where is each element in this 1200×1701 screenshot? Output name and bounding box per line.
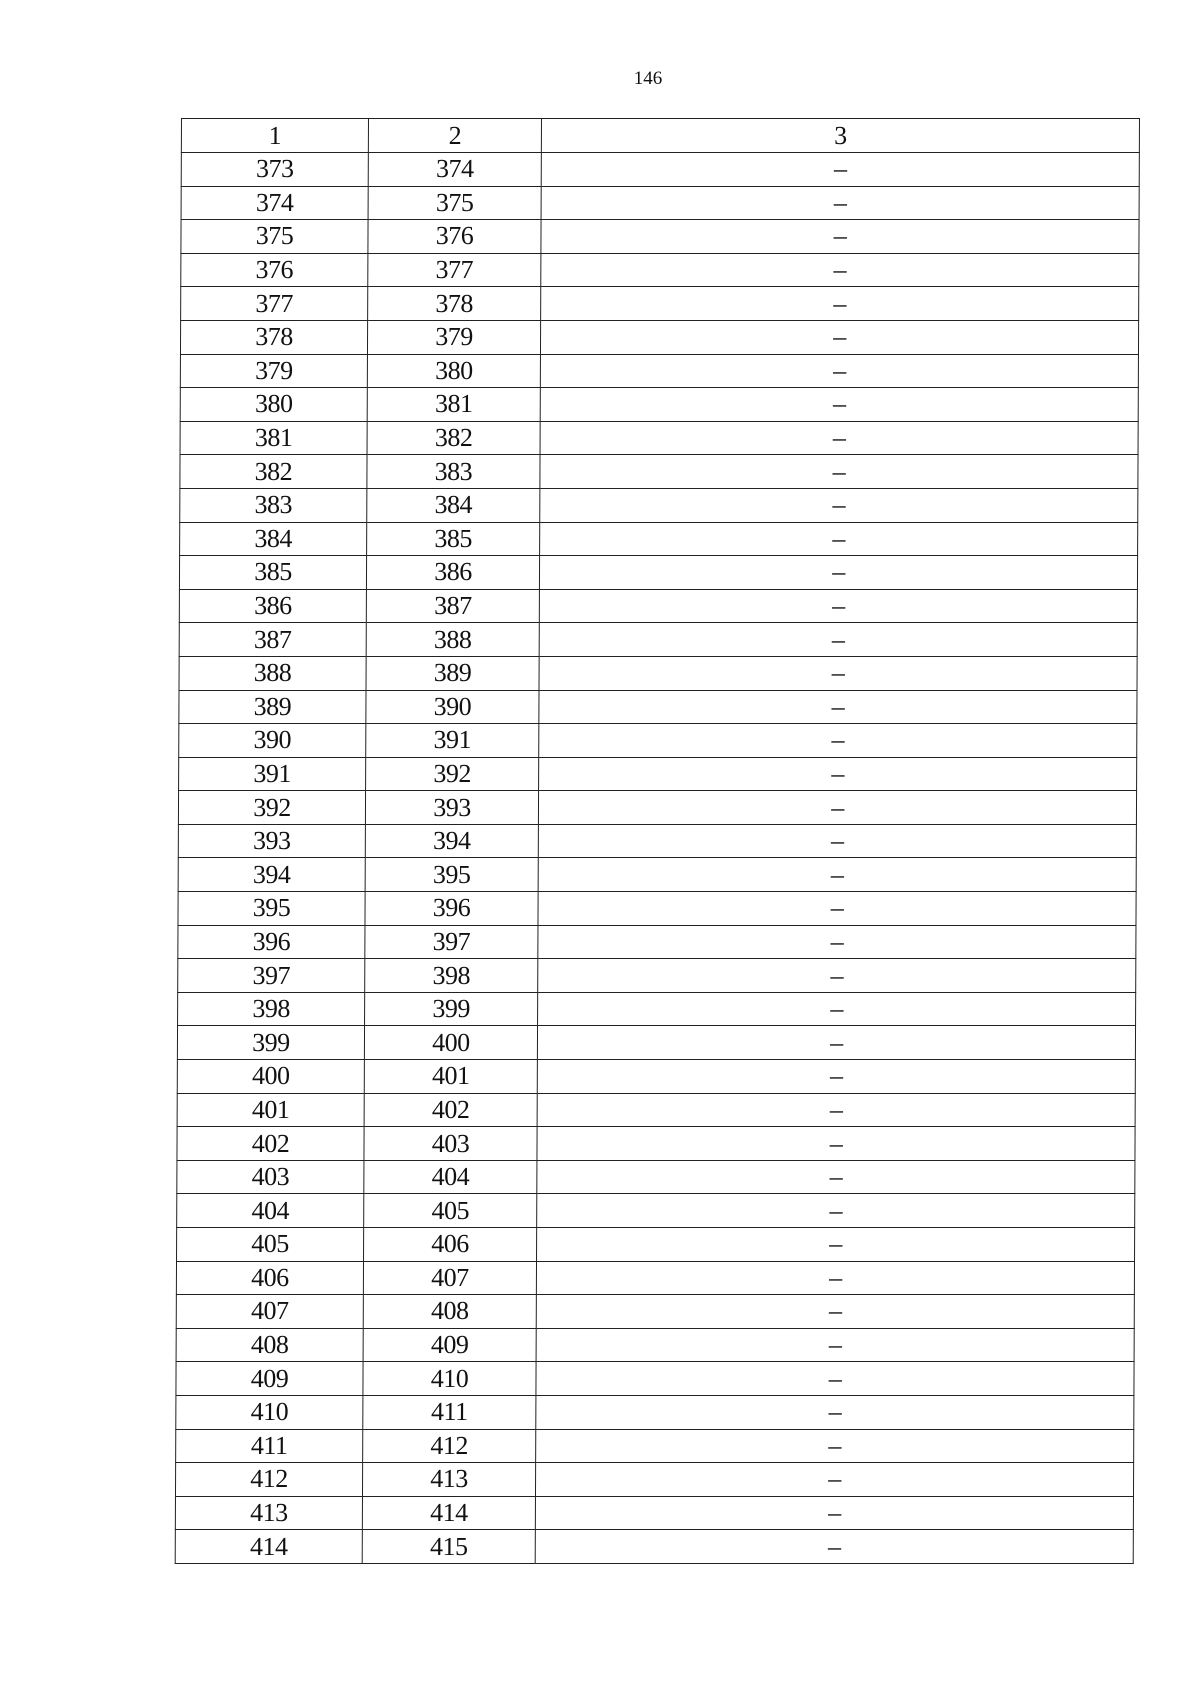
table-row (178, 959, 1136, 993)
table-cell-col-2: 406 (364, 1228, 537, 1262)
table-cell-col-3: – (535, 1530, 1133, 1564)
table-cell-col-2: 388 (366, 623, 539, 657)
table-cell-col-1: 391 (179, 757, 366, 791)
table-cell-col-3: – (541, 253, 1139, 287)
table-cell-col-1: 385 (179, 556, 366, 590)
table-cell-col-3: – (541, 220, 1139, 254)
table-row (179, 623, 1137, 657)
table-cell-col-1: 400 (177, 1060, 364, 1094)
table-row (178, 858, 1136, 892)
table-cell-col-1: 413 (175, 1496, 362, 1530)
table-cell-col-3: – (541, 186, 1139, 220)
table-cell-col-1: 409 (176, 1362, 363, 1396)
table-cell-col-1: 404 (177, 1194, 364, 1228)
table-row (178, 925, 1136, 959)
table-cell-col-1: 374 (181, 186, 368, 220)
table-cell-col-3: – (538, 959, 1136, 993)
table-row (180, 488, 1138, 522)
table-cell-col-3: – (540, 455, 1138, 489)
table-cell-col-2: 399 (365, 992, 538, 1026)
table-cell-col-3: – (539, 757, 1137, 791)
column-header-3: 3 (541, 119, 1139, 153)
table-cell-col-1: 408 (176, 1328, 363, 1362)
table-row (176, 1362, 1134, 1396)
table-cell-col-3: – (536, 1261, 1134, 1295)
table-cell-col-1: 389 (179, 690, 366, 724)
table-row (177, 1060, 1135, 1094)
table-cell-col-2: 389 (366, 656, 539, 690)
table-cell-col-2: 382 (367, 421, 540, 455)
data-table (175, 118, 1140, 1564)
table-cell-col-3: – (536, 1362, 1134, 1396)
table-cell-col-2: 392 (366, 757, 539, 791)
table-row (180, 421, 1138, 455)
table-cell-col-1: 414 (175, 1530, 362, 1564)
table-cell-col-1: 382 (180, 455, 367, 489)
table-cell-col-2: 407 (363, 1261, 536, 1295)
table-cell-col-2: 403 (364, 1127, 537, 1161)
table-row (178, 992, 1136, 1026)
table-row (176, 1261, 1134, 1295)
table-cell-col-2: 408 (363, 1295, 536, 1329)
table-cell-col-1: 378 (180, 320, 367, 354)
table-row (179, 724, 1137, 758)
table-cell-col-2: 412 (363, 1429, 536, 1463)
table-cell-col-3: – (535, 1463, 1133, 1497)
table-cell-col-3: – (537, 1093, 1135, 1127)
table-cell-col-3: – (541, 153, 1139, 187)
table-cell-col-2: 404 (364, 1160, 537, 1194)
table-row (176, 1328, 1134, 1362)
table-row (178, 824, 1136, 858)
table-cell-col-2: 413 (362, 1463, 535, 1497)
table-row (181, 186, 1139, 220)
table-cell-col-1: 377 (181, 287, 368, 321)
table-cell-col-1: 394 (178, 858, 365, 892)
table-cell-col-1: 381 (180, 421, 367, 455)
table-row (179, 556, 1137, 590)
table-cell-col-2: 383 (367, 455, 540, 489)
table-cell-col-3: – (540, 388, 1138, 422)
table-cell-col-3: – (536, 1328, 1134, 1362)
table-row (180, 320, 1138, 354)
table-row (175, 1496, 1133, 1530)
table-cell-col-2: 409 (363, 1328, 536, 1362)
table-cell-col-1: 388 (179, 656, 366, 690)
table-cell-col-1: 383 (180, 488, 367, 522)
table-cell-col-3: – (540, 421, 1138, 455)
table-row (177, 1160, 1135, 1194)
table-cell-col-1: 395 (178, 892, 365, 926)
table-header (181, 119, 1139, 153)
table-row (180, 522, 1138, 556)
table-cell-col-1: 373 (181, 153, 368, 187)
table-row (180, 388, 1138, 422)
table-cell-col-3: – (540, 354, 1138, 388)
table-cell-col-3: – (538, 892, 1136, 926)
table-cell-col-1: 403 (177, 1160, 364, 1194)
table-row (181, 153, 1139, 187)
table-cell-col-3: – (540, 488, 1138, 522)
table-cell-col-2: 377 (368, 253, 541, 287)
table-cell-col-1: 379 (180, 354, 367, 388)
table-cell-col-3: – (539, 623, 1137, 657)
table-row (179, 690, 1137, 724)
table-cell-col-1: 390 (179, 724, 366, 758)
table-cell-col-1: 376 (181, 253, 368, 287)
table-cell-col-3: – (536, 1395, 1134, 1429)
table-cell-col-3: – (537, 1060, 1135, 1094)
table-cell-col-1: 375 (181, 220, 368, 254)
table-cell-col-2: 391 (366, 724, 539, 758)
table-cell-col-2: 378 (368, 287, 541, 321)
table-row (179, 757, 1137, 791)
table-cell-col-3: – (535, 1496, 1133, 1530)
table-cell-col-3: – (538, 858, 1136, 892)
table-cell-col-3: – (537, 1194, 1135, 1228)
table-cell-col-2: 376 (368, 220, 541, 254)
table-cell-col-3: – (539, 589, 1137, 623)
table-row (181, 220, 1139, 254)
table-cell-col-2: 401 (364, 1060, 537, 1094)
table-cell-col-3: – (539, 556, 1137, 590)
table-cell-col-3: – (539, 656, 1137, 690)
table-cell-col-1: 384 (180, 522, 367, 556)
table-cell-col-3: – (537, 1127, 1135, 1161)
table-cell-col-2: 384 (367, 488, 540, 522)
table-row (181, 253, 1139, 287)
table-cell-col-2: 414 (362, 1496, 535, 1530)
table-cell-col-2: 394 (365, 824, 538, 858)
table-cell-col-3: – (538, 992, 1136, 1026)
table-cell-col-2: 379 (367, 320, 540, 354)
table-cell-col-2: 374 (368, 153, 541, 187)
table-cell-col-3: – (537, 1228, 1135, 1262)
page-number: 146 (633, 68, 663, 89)
column-header-1: 1 (181, 119, 368, 153)
table-cell-col-1: 401 (177, 1093, 364, 1127)
header-row (181, 119, 1139, 153)
table-cell-col-2: 393 (365, 791, 538, 825)
table-cell-col-2: 385 (367, 522, 540, 556)
table-cell-col-1: 392 (178, 791, 365, 825)
table-cell-col-3: – (538, 791, 1136, 825)
column-header-2: 2 (368, 119, 541, 153)
table-cell-col-1: 399 (177, 1026, 364, 1060)
table-cell-col-2: 411 (363, 1395, 536, 1429)
table-row (177, 1026, 1135, 1060)
table-cell-col-1: 406 (176, 1261, 363, 1295)
table-cell-col-1: 397 (178, 959, 365, 993)
table-row (177, 1228, 1135, 1262)
table-cell-col-2: 375 (368, 186, 541, 220)
table-row (180, 354, 1138, 388)
table-cell-col-2: 415 (362, 1530, 535, 1564)
table-cell-col-2: 395 (365, 858, 538, 892)
table-cell-col-2: 387 (366, 589, 539, 623)
table-cell-col-1: 407 (176, 1295, 363, 1329)
table-cell-col-1: 398 (178, 992, 365, 1026)
table-row (176, 1395, 1134, 1429)
table-cell-col-2: 380 (367, 354, 540, 388)
table-row (181, 287, 1139, 321)
table-cell-col-1: 396 (178, 925, 365, 959)
table-cell-col-2: 386 (366, 556, 539, 590)
table-cell-col-2: 397 (365, 925, 538, 959)
table-row (176, 1295, 1134, 1329)
table-cell-col-3: – (537, 1026, 1135, 1060)
table-cell-col-2: 410 (363, 1362, 536, 1396)
table-cell-col-2: 402 (364, 1093, 537, 1127)
table-cell-col-2: 390 (366, 690, 539, 724)
table-row (175, 1463, 1133, 1497)
table-cell-col-3: – (540, 320, 1138, 354)
table-cell-col-1: 387 (179, 623, 366, 657)
table-cell-col-1: 386 (179, 589, 366, 623)
table-cell-col-3: – (536, 1295, 1134, 1329)
table-cell-col-3: – (540, 522, 1138, 556)
table-row (180, 455, 1138, 489)
table-cell-col-1: 410 (176, 1395, 363, 1429)
table-row (178, 791, 1136, 825)
table-cell-col-1: 393 (178, 824, 365, 858)
table-cell-col-1: 402 (177, 1127, 364, 1161)
table-row (177, 1194, 1135, 1228)
table-cell-col-1: 380 (180, 388, 367, 422)
table-cell-col-3: – (541, 287, 1139, 321)
table-cell-col-2: 398 (365, 959, 538, 993)
table-cell-col-3: – (539, 724, 1137, 758)
table-cell-col-3: – (538, 925, 1136, 959)
table-cell-col-1: 411 (176, 1429, 363, 1463)
table-cell-col-3: – (538, 824, 1136, 858)
table-row (177, 1127, 1135, 1161)
table-cell-col-2: 381 (367, 388, 540, 422)
table-row (179, 589, 1137, 623)
table-row (177, 1093, 1135, 1127)
table-cell-col-3: – (536, 1429, 1134, 1463)
table-cell-col-3: – (537, 1160, 1135, 1194)
table-row (178, 892, 1136, 926)
table-cell-col-1: 412 (175, 1463, 362, 1497)
table-row (175, 1530, 1133, 1564)
table-cell-col-1: 405 (177, 1228, 364, 1262)
table-cell-col-2: 396 (365, 892, 538, 926)
table-row (179, 656, 1137, 690)
table-body (175, 153, 1139, 1564)
table-row (176, 1429, 1134, 1463)
table-cell-col-3: – (539, 690, 1137, 724)
table-cell-col-2: 400 (364, 1026, 537, 1060)
table-cell-col-2: 405 (364, 1194, 537, 1228)
